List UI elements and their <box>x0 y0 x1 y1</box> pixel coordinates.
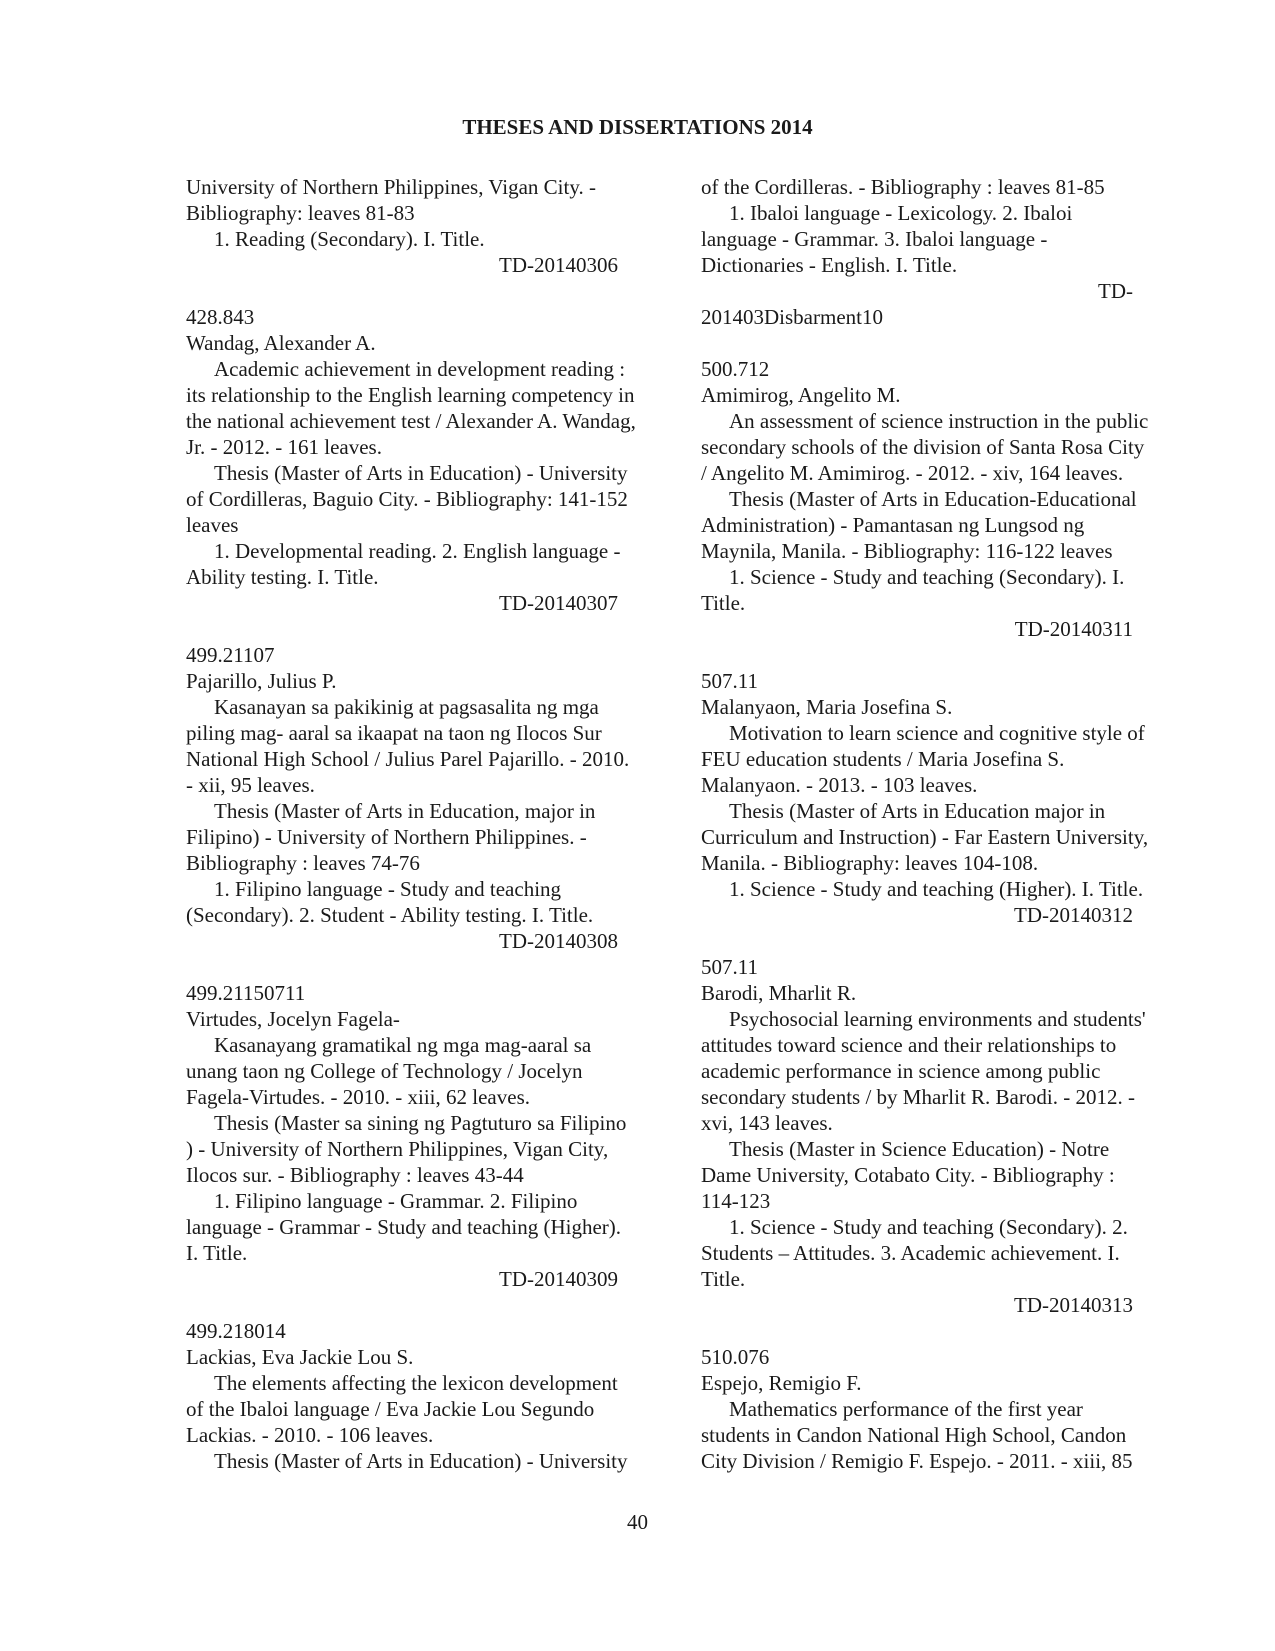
entry-note: of the Cordilleras. - Bibliography : leaves 81-85 <box>701 175 1105 199</box>
entry-author: Malanyaon, Maria Josefina S. <box>701 695 953 719</box>
entry-title: students in Candon National High School, Candon <box>701 1423 1127 1447</box>
entry-title: its relationship to the English learning competency in <box>186 383 635 407</box>
entry-title: academic performance in science among public <box>701 1059 1101 1083</box>
entry-title: Psychosocial learning environments and students' <box>729 1007 1146 1031</box>
entry-author: Virtudes, Jocelyn Fagela- <box>186 1007 400 1031</box>
entry-subjects: 1. Science - Study and teaching (Higher). I. Title. <box>729 877 1144 901</box>
entry-title: secondary students / by Mharlit R. Barodi. - 2012. - <box>701 1085 1135 1109</box>
entry-subjects: Title. <box>701 591 746 615</box>
entry-note: Maynila, Manila. - Bibliography: 116-122 leaves <box>701 539 1113 563</box>
call-number: 507.11 <box>701 669 758 693</box>
entry-subjects: 1. Filipino language - Grammar. 2. Filipino <box>214 1189 578 1213</box>
entry-subjects: (Secondary). 2. Student - Ability testing. I. Title. <box>186 903 594 927</box>
entry-note: Bibliography : leaves 74-76 <box>186 851 420 875</box>
entry-id: TD-20140307 <box>499 591 618 615</box>
entry-id: 201403Disbarment10 <box>701 305 883 329</box>
entry-author: Pajarillo, Julius P. <box>186 669 337 693</box>
entry-title: Mathematics performance of the first year <box>729 1397 1083 1421</box>
entry-subjects: 1. Science - Study and teaching (Secondary). I. <box>729 565 1125 589</box>
entry-id: TD-20140308 <box>499 929 618 953</box>
entry-subjects: Ability testing. I. Title. <box>186 565 379 589</box>
entry-title: Motivation to learn science and cognitive style of <box>729 721 1145 745</box>
entry-id: TD- <box>1098 279 1133 303</box>
entry-title: Academic achievement in development reading : <box>214 357 626 381</box>
entry-note: Thesis (Master sa sining ng Pagtuturo sa Filipino <box>214 1111 627 1135</box>
entry-title: attitudes toward science and their relationships to <box>701 1033 1117 1057</box>
entry-author: Espejo, Remigio F. <box>701 1371 862 1395</box>
entry-author: Barodi, Mharlit R. <box>701 981 857 1005</box>
entry-title: xvi, 143 leaves. <box>701 1111 833 1135</box>
entry-title: City Division / Remigio F. Espejo. - 2011. - xiii, 85 <box>701 1449 1133 1473</box>
page-number: 40 <box>627 1510 648 1534</box>
entry-subjects: Students – Attitudes. 3. Academic achievement. I. <box>701 1241 1120 1265</box>
entry-note: Manila. - Bibliography: leaves 104-108. <box>701 851 1039 875</box>
entry-note: Curriculum and Instruction) - Far Eastern University, <box>701 825 1149 849</box>
call-number: 510.076 <box>701 1345 770 1369</box>
entry-subjects: 1. Developmental reading. 2. English language - <box>214 539 621 563</box>
entry-note: leaves <box>186 513 239 537</box>
page-title: THESES AND DISSERTATIONS 2014 <box>462 115 813 139</box>
entry-title: Fagela-Virtudes. - 2010. - xiii, 62 leaves. <box>186 1085 530 1109</box>
entry-title: piling mag- aaral sa ikaapat na taon ng Ilocos Sur <box>186 721 602 745</box>
entry-subjects: I. Title. <box>186 1241 248 1265</box>
entry-title: Jr. - 2012. - 161 leaves. <box>186 435 382 459</box>
entry-subjects: 1. Science - Study and teaching (Secondary). 2. <box>729 1215 1128 1239</box>
call-number: 500.712 <box>701 357 770 381</box>
entry-subjects: Dictionaries - English. I. Title. <box>701 253 958 277</box>
entry-note: of Cordilleras, Baguio City. - Bibliography: 141-152 <box>186 487 628 511</box>
entry-author: Wandag, Alexander A. <box>186 331 376 355</box>
entry-id: TD-20140312 <box>1014 903 1133 927</box>
entry-note: Thesis (Master in Science Education) - Notre <box>729 1137 1110 1161</box>
entry-title: secondary schools of the division of Santa Rosa City <box>701 435 1145 459</box>
right-column <box>701 174 1181 1474</box>
entry-title: The elements affecting the lexicon development <box>214 1371 618 1395</box>
entry-id: TD-20140309 <box>499 1267 618 1291</box>
entry-note: Ilocos sur. - Bibliography : leaves 43-44 <box>186 1163 524 1187</box>
entry-note: ) - University of Northern Philippines, Vigan City, <box>186 1137 609 1161</box>
entry-title: of the Ibaloi language / Eva Jackie Lou Segundo <box>186 1397 595 1421</box>
entry-subjects: language - Grammar - Study and teaching (Higher). <box>186 1215 622 1239</box>
entry-title: the national achievement test / Alexander A. Wandag, <box>186 409 636 433</box>
call-number: 499.218014 <box>186 1319 286 1343</box>
entry-note: Thesis (Master of Arts in Education major in <box>729 799 1106 823</box>
entry-text: University of Northern Philippines, Vigan City. - <box>186 175 596 199</box>
entry-subjects: 1. Filipino language - Study and teaching <box>214 877 562 901</box>
entry-subjects: language - Grammar. 3. Ibaloi language - <box>701 227 1048 251</box>
entry-id: TD-20140306 <box>499 253 618 277</box>
entry-title: Malanyaon. - 2013. - 103 leaves. <box>701 773 978 797</box>
entry-note: Dame University, Cotabato City. - Bibliography : <box>701 1163 1115 1187</box>
entry-title: - xii, 95 leaves. <box>186 773 315 797</box>
entry-subjects: Title. <box>701 1267 746 1291</box>
entry-text: Bibliography: leaves 81-83 <box>186 201 415 225</box>
call-number: 428.843 <box>186 305 255 329</box>
entry-subjects: 1. Ibaloi language - Lexicology. 2. Ibaloi <box>729 201 1073 225</box>
entry-title: / Angelito M. Amimirog. - 2012. - xiv, 164 leaves. <box>701 461 1124 485</box>
entry-title: FEU education students / Maria Josefina S. <box>701 747 1065 771</box>
entry-note: Filipino) - University of Northern Philippines. - <box>186 825 587 849</box>
entry-author: Amimirog, Angelito M. <box>701 383 901 407</box>
entry-title: Kasanayang gramatikal ng mga mag-aaral sa <box>214 1033 592 1057</box>
entry-note: 114-123 <box>701 1189 771 1213</box>
entry-title: Lackias. - 2010. - 106 leaves. <box>186 1423 434 1447</box>
entry-note: Thesis (Master of Arts in Education) - University <box>214 461 628 485</box>
entry-author: Lackias, Eva Jackie Lou S. <box>186 1345 414 1369</box>
entry-id: TD-20140311 <box>1014 617 1133 641</box>
entry-note: Thesis (Master of Arts in Education-Educational <box>729 487 1137 511</box>
entry-note: Thesis (Master of Arts in Education, major in <box>214 799 596 823</box>
entry-note: Thesis (Master of Arts in Education) - University <box>214 1449 628 1473</box>
entry-subjects: 1. Reading (Secondary). I. Title. <box>214 227 485 251</box>
call-number: 499.21107 <box>186 643 275 667</box>
entry-title: Kasanayan sa pakikinig at pagsasalita ng mga <box>214 695 599 719</box>
entry-id: TD-20140313 <box>1014 1293 1133 1317</box>
call-number: 499.21150711 <box>186 981 306 1005</box>
call-number: 507.11 <box>701 955 758 979</box>
entry-note: Administration) - Pamantasan ng Lungsod ng <box>701 513 1085 537</box>
left-column <box>186 174 666 1474</box>
entry-title: unang taon ng College of Technology / Jocelyn <box>186 1059 583 1083</box>
entry-title: National High School / Julius Parel Pajarillo. - 2010. <box>186 747 630 771</box>
entry-title: An assessment of science instruction in the public <box>729 409 1149 433</box>
